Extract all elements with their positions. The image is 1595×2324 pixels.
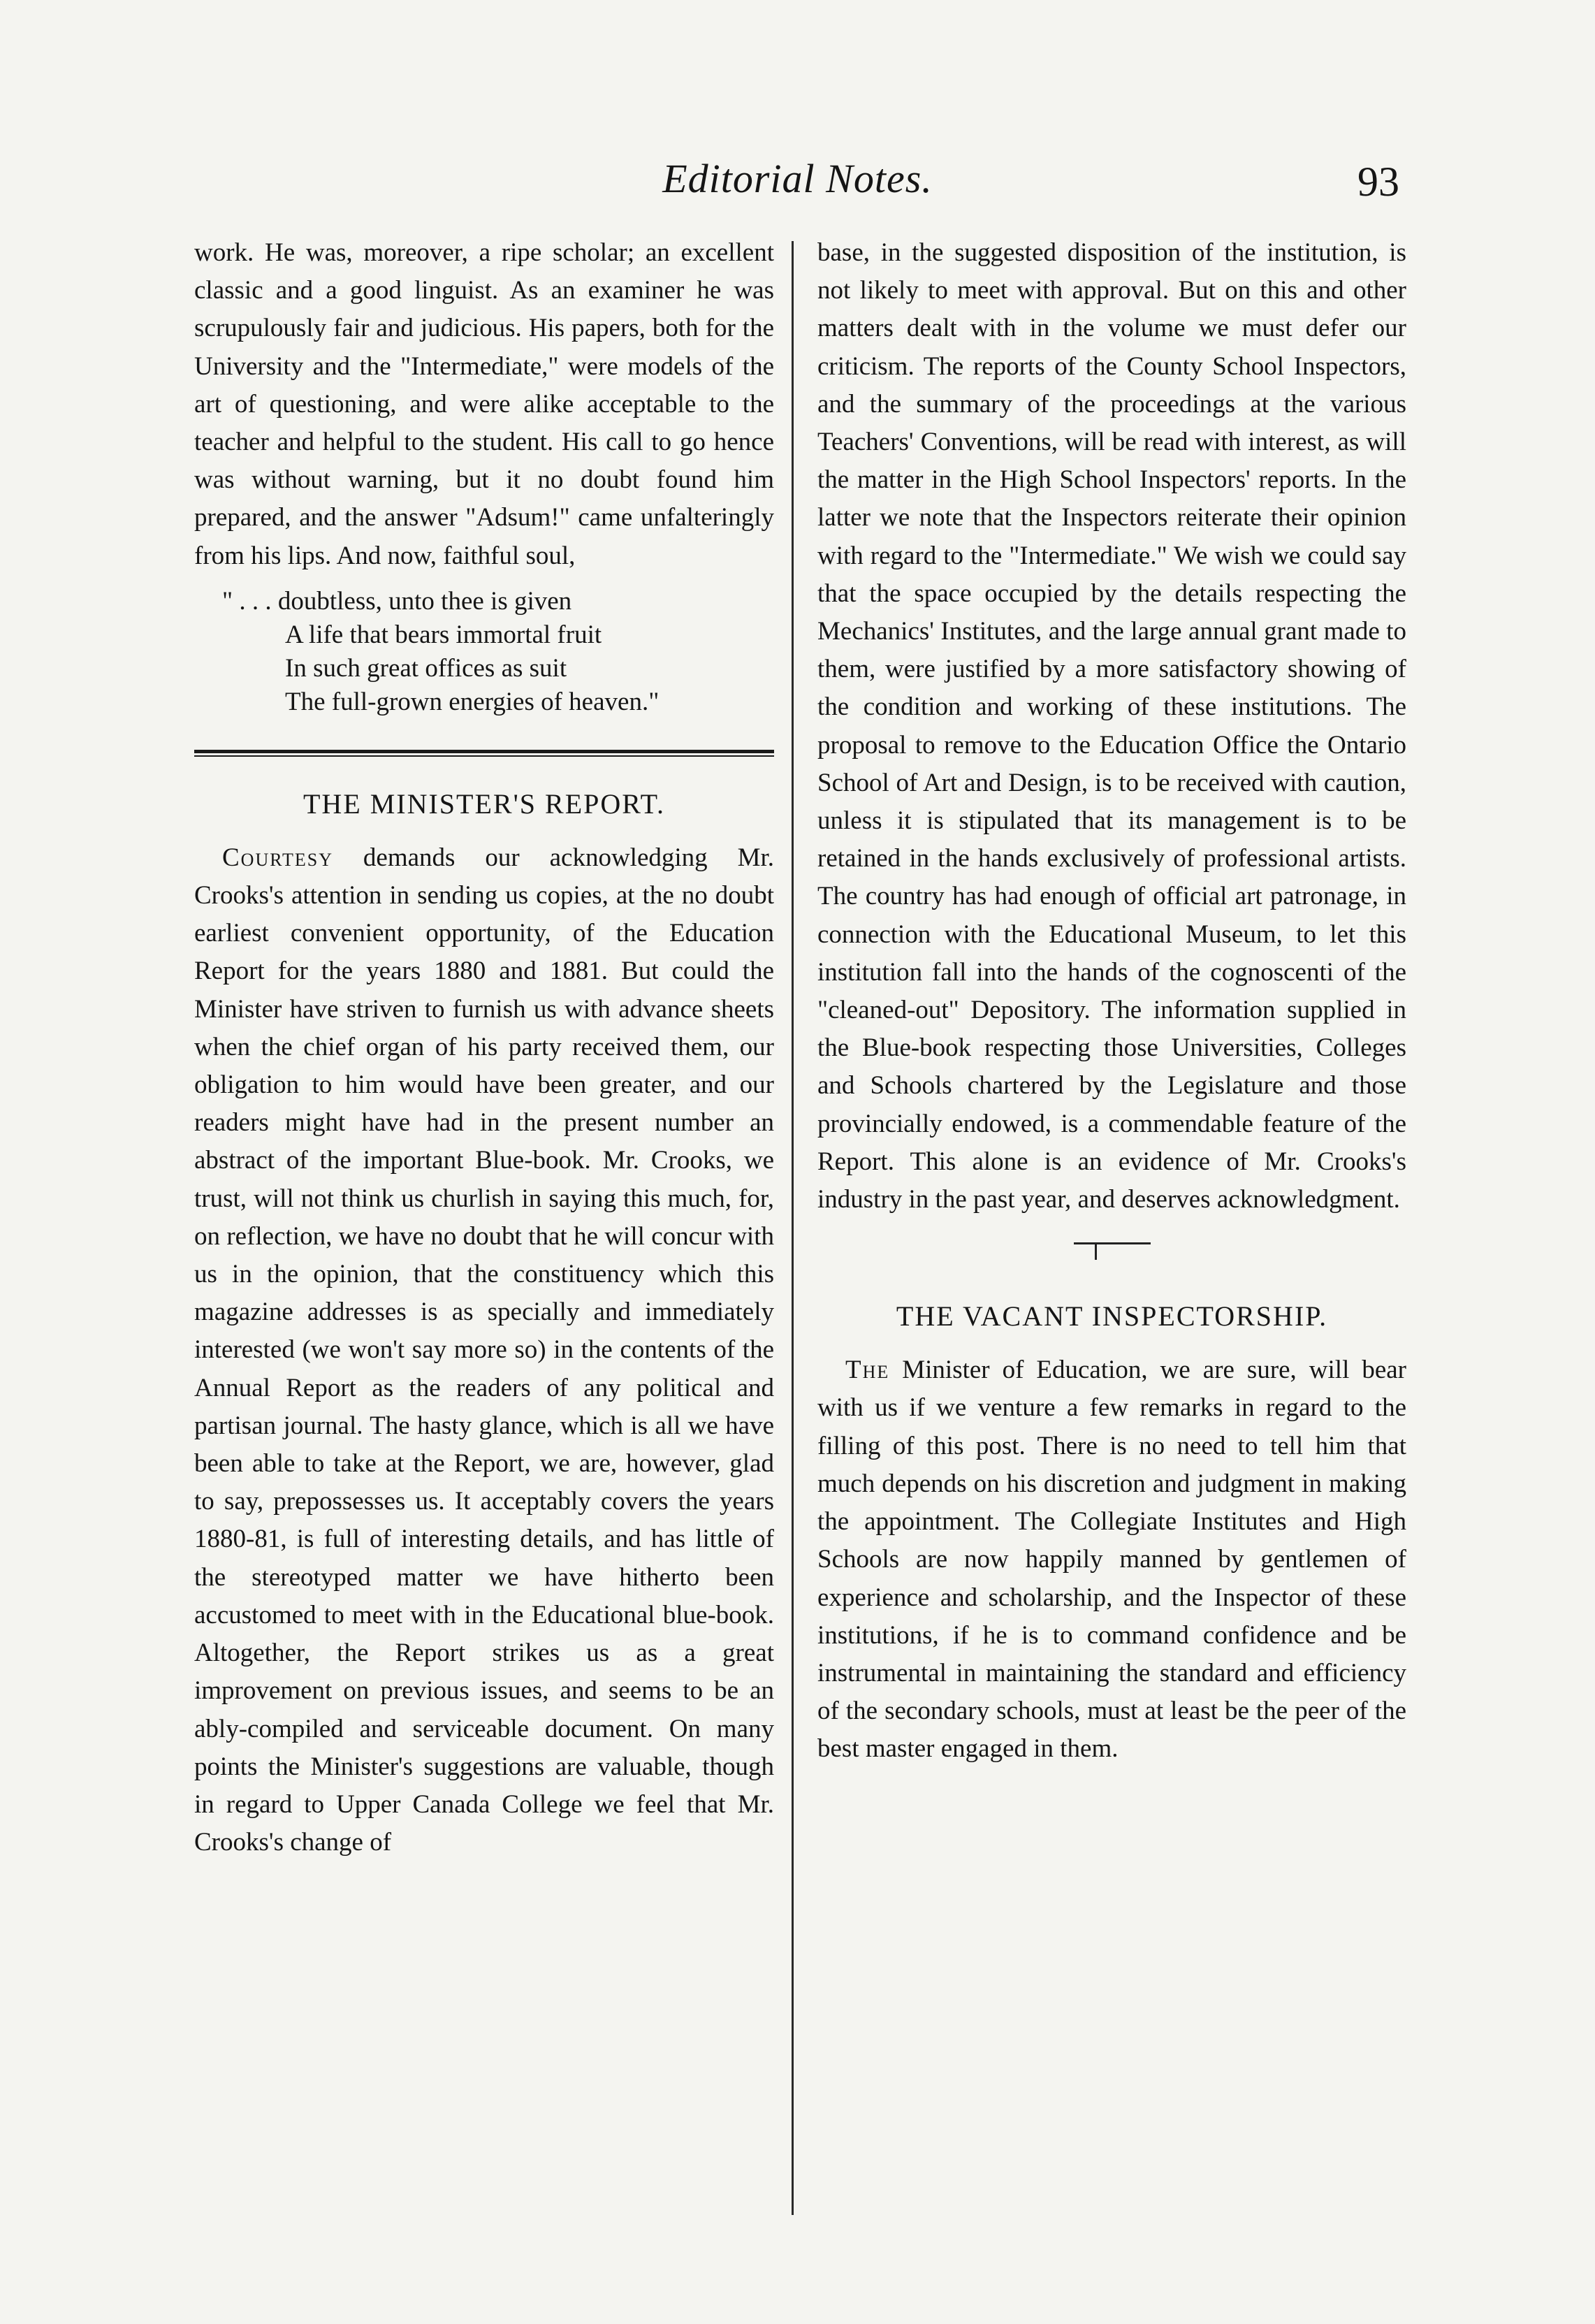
right-column	[817, 234, 1406, 1769]
section-divider	[194, 750, 774, 757]
verse-line: In such great offices as suit	[285, 653, 567, 683]
verse-quote	[222, 585, 774, 719]
section-heading: THE VACANT INSPECTORSHIP.	[896, 1300, 1328, 1332]
lead-word: Courtesy	[222, 843, 334, 872]
section-heading: THE MINISTER'S REPORT.	[303, 787, 666, 820]
running-head	[0, 155, 1595, 204]
left-column	[194, 234, 774, 1861]
verse-line: " . . . doubtless, unto thee is given	[222, 586, 572, 616]
ornament-divider	[817, 1227, 1406, 1269]
column-rule	[792, 241, 794, 2215]
verse-line: The full-grown energies of heaven."	[285, 687, 660, 716]
report-continuation: base, in the suggested disposition of the institution, is not likely to meet with approval. But on this and other matters dealt with in the volume we must defer our criticism. The reports of the County School Inspectors, and the summary of the proceedings at the various Teachers' Conventions, will be read with interest, as will the matter in the High School Inspectors' reports. In the latter we note that the Inspectors reiterate their opinion with regard to the "Intermediate." We wish we could say that the space occupied by the details respecting the Mechanics' Institutes, and the large annual grant made to them, were justified by a more satisfactory showing of the condition and working of these institutions. The proposal to remove to the Education Office the Ontario School of Art and Design, is to be received with caution, unless it is stipulated that its management is to be retained in the hands exclusively of professional artists. The country has had enough of official art patronage, in connection with the Educational Museum, to let this institution fall into the hands of the cognoscenti of the "cleaned-out" Depository. The information supplied in the Blue-book respecting those Universities, Colleges and Schools chartered by the Legislature and those provincially endowed, is a commendable feature of the Report. This alone is an evidence of Mr. Crooks's industry in the past year, and deserves acknowledgment.	[817, 238, 1406, 1214]
obituary-continuation: work. He was, moreover, a ripe scholar; an excellent classic and a good linguist. As an examiner he was scrupulously fair and judicious. His papers, both for the University and the "Intermediate," were models of the art of questioning, and were alike acceptable to the teacher and helpful to the student. His call to go hence was without warning, but it no doubt found him prepared, and the answer "Adsum!" came unfalteringly from his lips. And now, faithful soul,	[194, 238, 774, 570]
running-title: Editorial Notes.	[662, 156, 933, 201]
paragraph-body: demands our acknowledging Mr. Crooks's attention in sending us copies, at the no doubt earliest convenient opportunity, of the Education Report for the years 1880 and 1881. But could the Minister have striven to furnish us with advance sheets when the chief organ of his party received them, our obligation to him would have been greater, and our readers might have had in the present number an abstract of the important Blue-book. Mr. Crooks, we trust, will not think us churlish in saying this much, for, on reflection, we have no doubt that he will concur with us in the opinion, that the constituency which this magazine addresses is as specially and immediately interested (we won't say more so) in the contents of the Annual Report as the readers of any political and partisan journal. The hasty glance, which is all we have been able to take at the Report, we are, however, glad to say, prepossesses us. It acceptably covers the years 1880-81, is full of interesting details, and has little of the stereotyped matter we have hitherto been accustomed to meet with in the Educational blue-book. Altogether, the Report strikes us as a great improvement on previous issues, and seems to be an ably-compiled and serviceable document. On many points the Minister's suggestions are valuable, though in regard to Upper Canada College we feel that Mr. Crooks's change of	[194, 843, 774, 1857]
page-number: 93	[1357, 159, 1399, 205]
minister-report-paragraph	[194, 839, 774, 1861]
lead-word: The	[845, 1356, 890, 1385]
inspectorship-paragraph	[817, 1351, 1406, 1768]
paragraph-body: Minister of Education, we are sure, will bear with us if we venture a few remarks in regard to the filling of this post. There is no need to tell him that much depends on his discretion and judgment in making the appointment. The Collegiate Institutes and High Schools are now happily manned by gentlemen of experience and scholarship, and the Inspector of these institutions, if he is to command confidence and be instrumental in maintaining the standard and efficiency of the secondary schools, must at least be the peer of the best master engaged in them.	[817, 1356, 1406, 1764]
verse-line: A life that bears immortal fruit	[285, 620, 602, 649]
